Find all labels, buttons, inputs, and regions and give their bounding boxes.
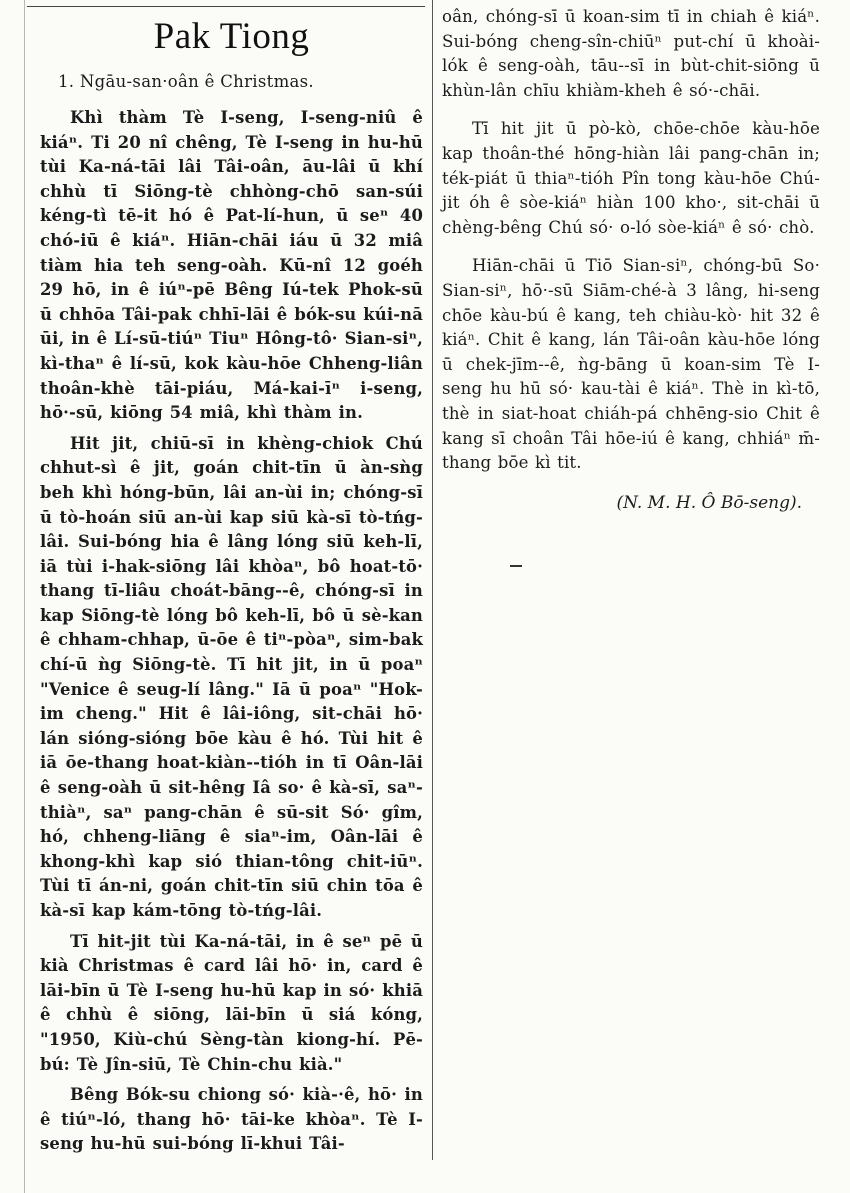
article-subtitle: 1. Ngāu-san·oân ê Christmas. [58, 72, 314, 91]
paragraph-current-staff: Hiān-chāi ū Tiō Sian-siⁿ, chóng-bū So· Sian-siⁿ, hō·-sū Siām-ché-à 3 lâng, hi-seng chōe kàu-bú ê kang, teh chiàu-kò· hit 32 ê kiáⁿ. Chit ê kang, lán Tâi-oân kàu-hōe lóng ū chek-jīm--ê, ǹg-bāng ū koan-sim Tè I-seng hu hū só· kau-tài ê kiáⁿ. Thè in kì-tō, thè in siat-hoat chiáh-pá chhēng-sio Chit ê kang sī choân Tâi hōe-iú ê kang, chhiáⁿ m̄-thang bōe kì tit. [442, 256, 820, 473]
article-title: Pak Tiong [153, 16, 310, 57]
paragraph-christmas-day: Hit jit, chiū-sī in khèng-chiok Chú chhut-sì ê jit, goán chit-tīn ū àn-sǹg beh khì hóng-būn, lâi an-ùi in; chóng-sī ū tò-hoán siū an-ùi kap siū kà-sī tò-tńg-lâi. Sui-bóng hia ê lâng lóng siū keh-lī, iā tùi i-hak-siōng lâi khòaⁿ, bô hoat-tō· thang tī-liâu choát-bāng--ê, chóng-sī in kap Siōng-tè lóng bô keh-lī, bô ū sè-kan ê chham-chhap, ū-ōe ê tiⁿ-pòaⁿ, sim-bak chí-ū ǹg Siōng-tè. Tī hit jit, in ū poaⁿ "Venice ê seug-lí lâng." Iā ū poaⁿ "Hok-im cheng." Hit ê lâi-iông, sit-chāi hō· lán sióng-sióng bōe kàu ê hó. Tùi hit ê iā ōe-thang hoat-kiàn--tióh in tī Oân-lāi ê seng-oàh ū sit-hêng Iâ so· ê kà-sī, saⁿ-thiàⁿ, saⁿ pang-chān ê sū-sit Só· gîm, hó, chheng-liāng ê siaⁿ-im, Oân-lāi ê khong-khì kap sió thian-tông chit-iūⁿ. Tùi tī án-ni, goán chit-tīn siū chin tōa ê kà-sī kap kám-tōng tò-tńg-lâi. [40, 433, 423, 920]
paragraph-continuation: oân, chóng-sī ū koan-sim tī in chiah ê kiáⁿ. Sui-bóng cheng-sîn-chiūⁿ put-chí ū khoài-lók ê seng-oàh, tāu--sī in bùt-chit-siōng ū khùn-lân chīu khiàm-kheh ê só·-chāi. [442, 7, 820, 100]
article-end-dash [510, 565, 522, 567]
column-divider-line [432, 0, 433, 1160]
paragraph-pastor-note: Bêng Bók-su chiong só· kià-·ê, hō· in ê tiúⁿ-ló, thang hō· tāi-ke khòaⁿ. Tè I-seng hu-hū sui-bóng lī-khui Tâi- [40, 1085, 423, 1154]
left-column [40, 0, 423, 1163]
author-signature: (N. M. H. Ô Bō-seng). [616, 492, 802, 513]
paragraph-visit-intro: Khì thàm Tè I-seng, I-seng-niû ê kiáⁿ. Ti 20 nî chêng, Tè I-seng in hu-hū tùi Ka-ná-tāi lâi Tâi-oân, āu-lâi ū khí chhù tī Siōng-tè chhòng-chō san-súi kéng-tì tē-it hó ê Pat-lí-hun, ū seⁿ 40 chó-iū ê kiáⁿ. Hiān-chāi iáu ū 32 miâ tiàm hia teh seng-oàh. Kū-nî 12 goéh 29 hō, in ê iúⁿ-pē Bêng Iú-tek Phok-sū ū chhōa Tâi-pak chhī-lāi ê bók-su kúi-nā ūi, in ê Lí-sū-tiúⁿ Tiuⁿ Hông-tô· Sian-siⁿ, kì-thaⁿ ê lí-sū, kok kàu-hōe Chheng-liân thoân-khè tāi-piáu, Má-kai-īⁿ i-seng, hō·-sū, kiōng 54 miâ, khì thàm in. [40, 108, 423, 423]
paragraph-report: Tī hit jit ū pò-kò, chōe-chōe kàu-hōe kap thoân-thé hōng-hiàn lâi pang-chān in; ték-piát ū thiaⁿ-tióh Pîn tong kàu-hōe Chú-jit óh ê sòe-kiáⁿ hiàn 100 kho·, sit-chāi ū chèng-bêng Chú só· o-ló sòe-kiáⁿ ê só· chò. [442, 119, 820, 237]
paragraph-christmas-card: Tī hit-jit tùi Ka-ná-tāi, in ê seⁿ pē ū kià Christmas ê card lâi hō· in, card ê lāi-bīn ū Tè I-seng hu-hū kap in só· khiā ê chhù ê siōng, lāi-bīn ū siá kóng, "1950, Kiù-chú Sèng-tàn kiong-hí. Pē-bú: Tè Jîn-siū, Tè Chin-chu kià." [40, 931, 423, 1074]
page-left-edge-line [24, 0, 25, 1193]
right-column [442, 5, 820, 516]
